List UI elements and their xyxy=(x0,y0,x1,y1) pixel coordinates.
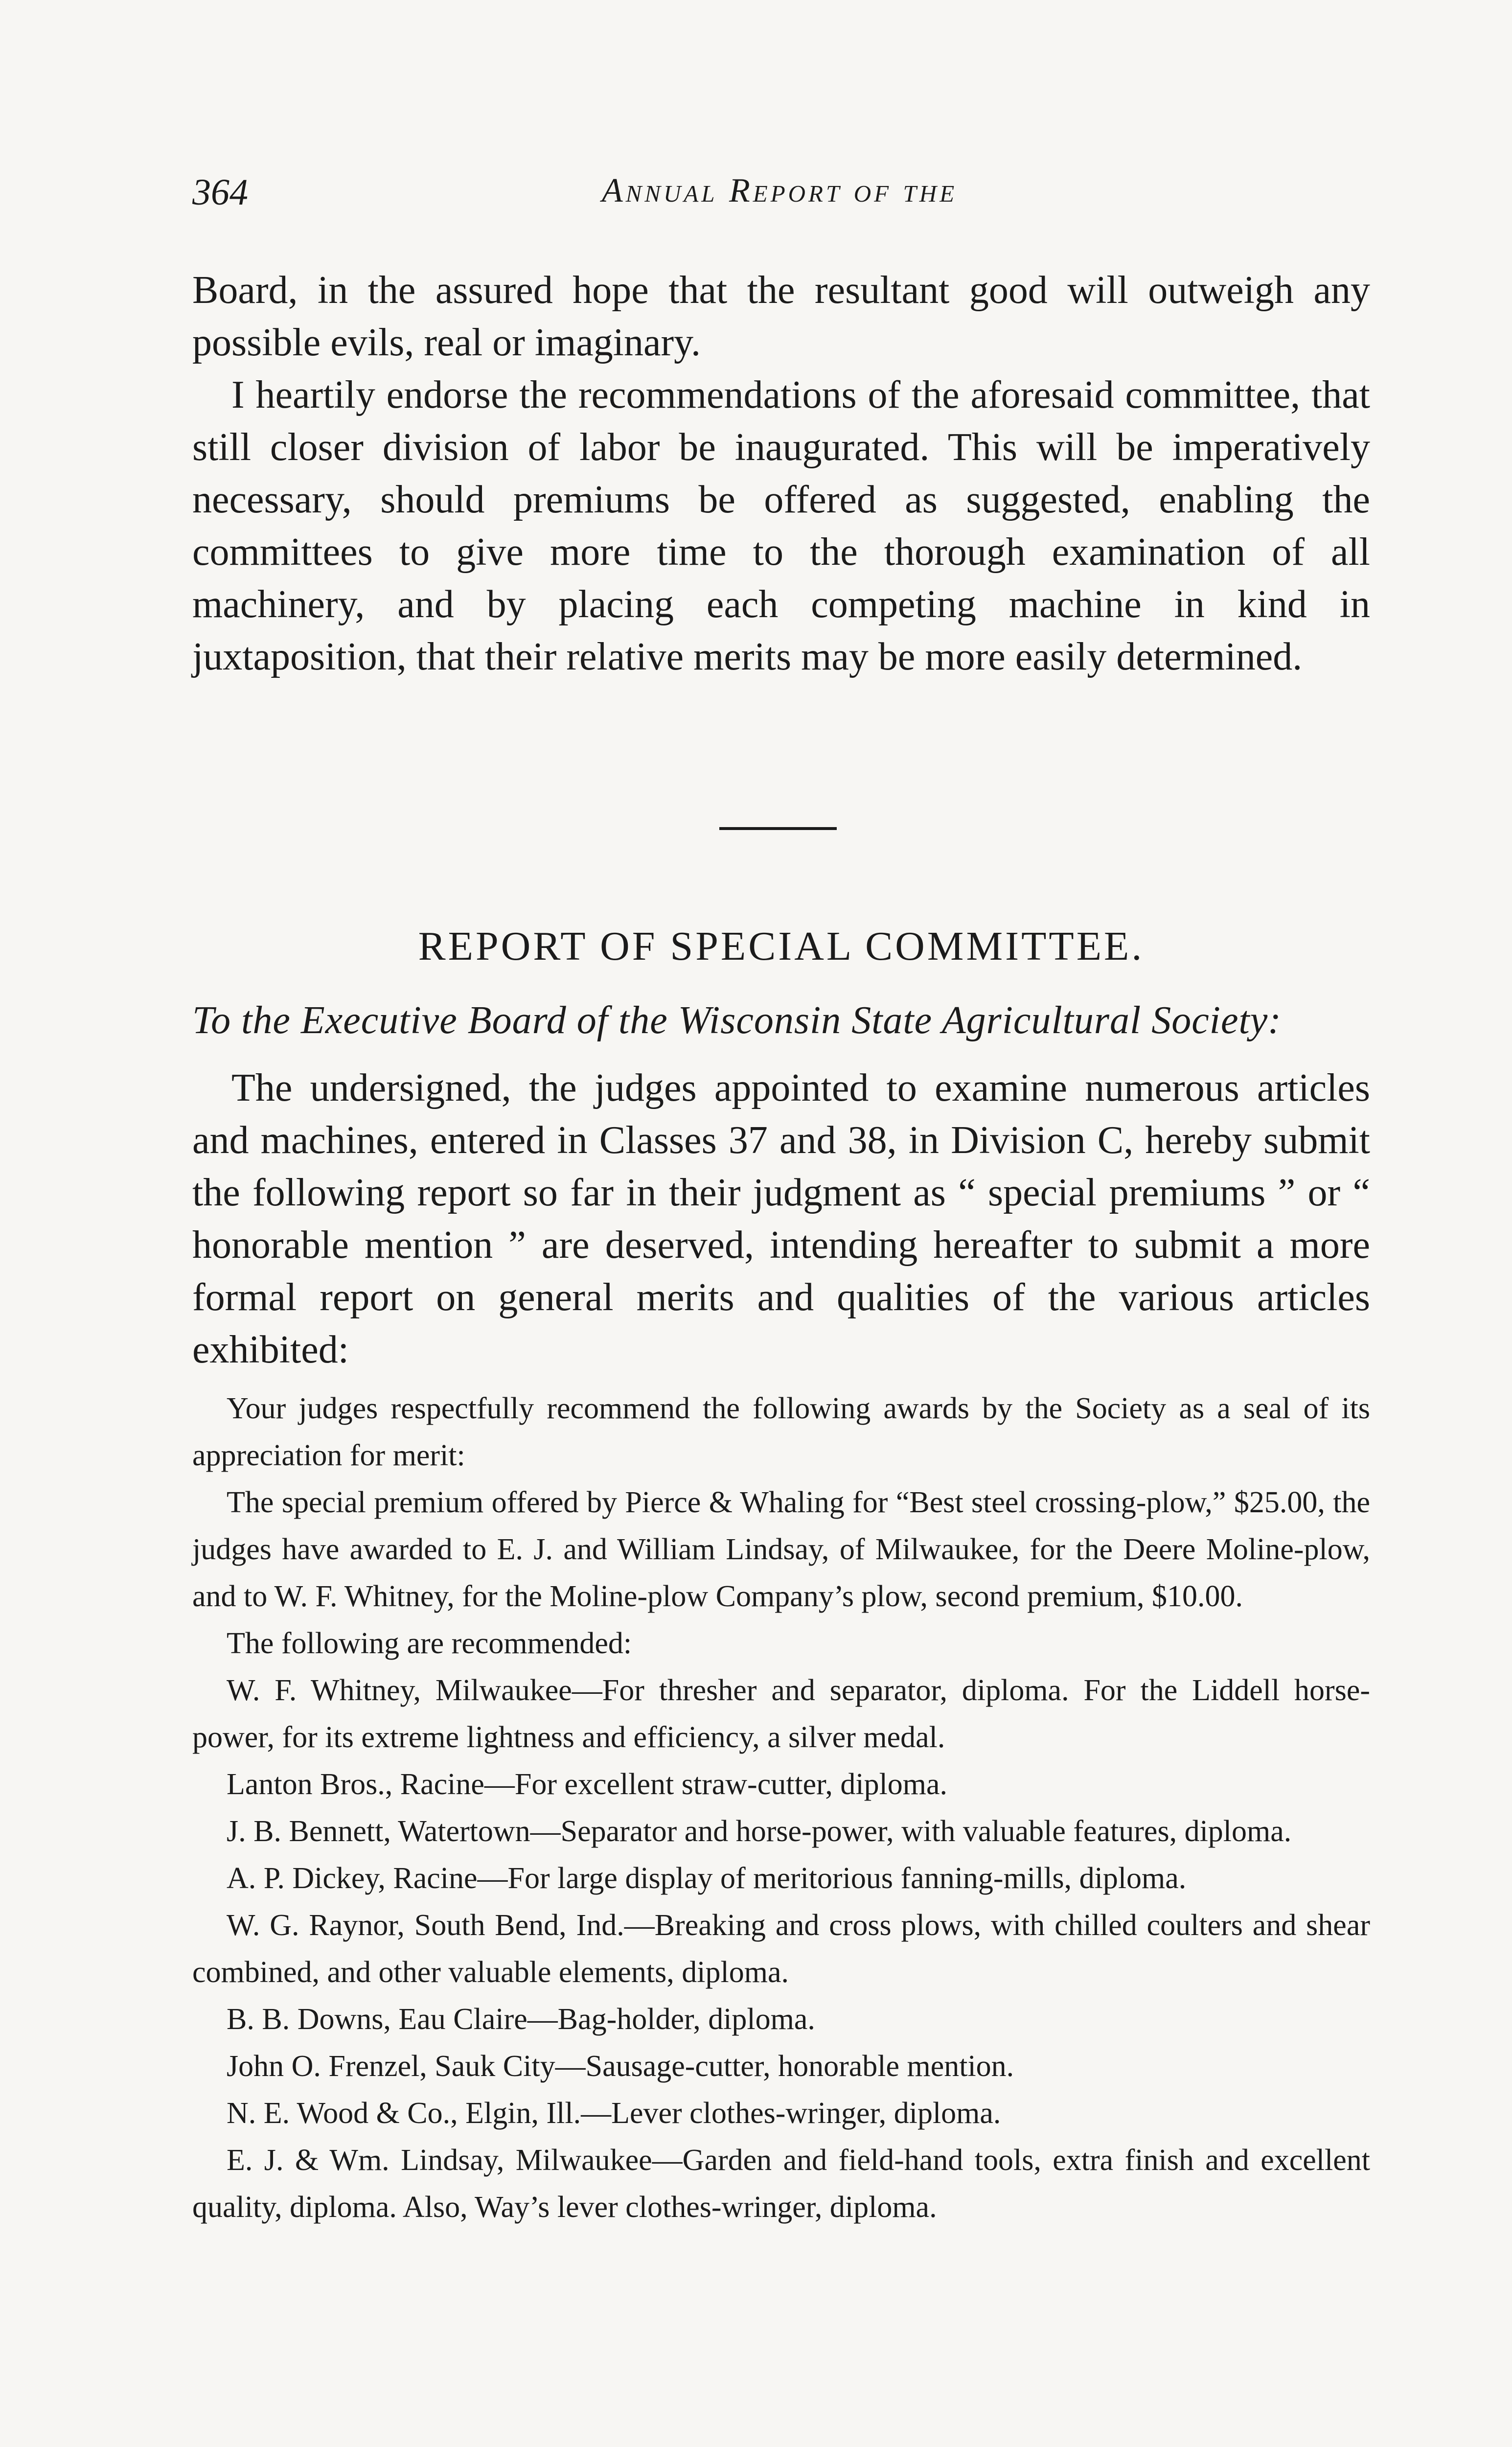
award-paragraph: B. B. Downs, Eau Claire—Bag-holder, diploma. xyxy=(227,2003,815,2036)
intro-text xyxy=(192,264,1370,683)
section-title: REPORT OF SPECIAL COMMITTEE. xyxy=(418,923,1145,969)
awards-list xyxy=(192,1385,1370,2231)
running-head: Annual Report of the xyxy=(601,172,958,209)
award-paragraph: John O. Frenzel, Sauk City—Sausage-cutter, honorable mention. xyxy=(227,2050,1014,2083)
award-paragraph: A. P. Dickey, Racine—For large display of meritorious fanning-mills, diploma. xyxy=(227,1862,1187,1895)
award-paragraph: W. F. Whitney, Milwaukee—For thresher and separator, diploma. For the Liddell horse-power, for its extreme lightness and efficiency, a silver medal. xyxy=(192,1674,1370,1754)
committee-opening xyxy=(192,1062,1370,1376)
award-paragraph: The following are recommended: xyxy=(227,1627,632,1660)
award-paragraph: J. B. Bennett, Watertown—Separator and horse-power, with valuable features, diploma. xyxy=(227,1815,1292,1848)
section-divider xyxy=(719,827,837,830)
intro-paragraph: I heartily endorse the recommendations of the aforesaid committee, that still closer division of labor be inaugurated. This will be imperatively necessary, should premiums be offered as suggested, enabling the committees to give more time to the thorough examination of all machinery, and by placing each competing machine in kind in juxtaposition, that their relative merits may be more easily determined. xyxy=(192,373,1370,678)
award-paragraph: W. G. Raynor, South Bend, Ind.—Breaking and cross plows, with chilled coulters and shear combined, and other valuable elements, diploma. xyxy=(192,1909,1370,1989)
page-header xyxy=(192,171,1376,225)
award-paragraph: The special premium offered by Pierce & Whaling for “Best steel crossing-plow,” $25.00, the judges have awarded to E. J. and William Lindsay, of Milwaukee, for the Deere Moline-plow, and to W. F. Whitney, for the Moline-plow Company’s plow, second premium, $10.00. xyxy=(192,1486,1370,1613)
award-paragraph: Lanton Bros., Racine—For excellent straw-cutter, diploma. xyxy=(227,1768,948,1801)
salutation: To the Executive Board of the Wisconsin State Agricultural Society: xyxy=(192,999,1282,1042)
award-paragraph: N. E. Wood & Co., Elgin, Ill.—Lever clothes-wringer, diploma. xyxy=(227,2097,1001,2130)
page-number: 364 xyxy=(192,172,248,213)
award-paragraph: E. J. & Wm. Lindsay, Milwaukee—Garden and field-hand tools, extra finish and excellent quality, diploma. Also, Way’s lever clothes-wringer, diploma. xyxy=(192,2144,1370,2224)
opening-paragraph: The undersigned, the judges appointed to examine numerous articles and machines, entered in Classes 37 and 38, in Division C, hereby submit the following report so far in their judgment as “ special premiums ” or “ honorable mention ” are deserved, intending hereafter to submit a more formal report on general merits and qualities of the various articles exhibited: xyxy=(192,1066,1370,1371)
award-paragraph: Your judges respectfully recommend the following awards by the Society as a seal of its appreciation for merit: xyxy=(192,1392,1370,1472)
intro-paragraph: Board, in the assured hope that the resultant good will outweigh any possible evils, real or imaginary. xyxy=(192,269,1370,364)
